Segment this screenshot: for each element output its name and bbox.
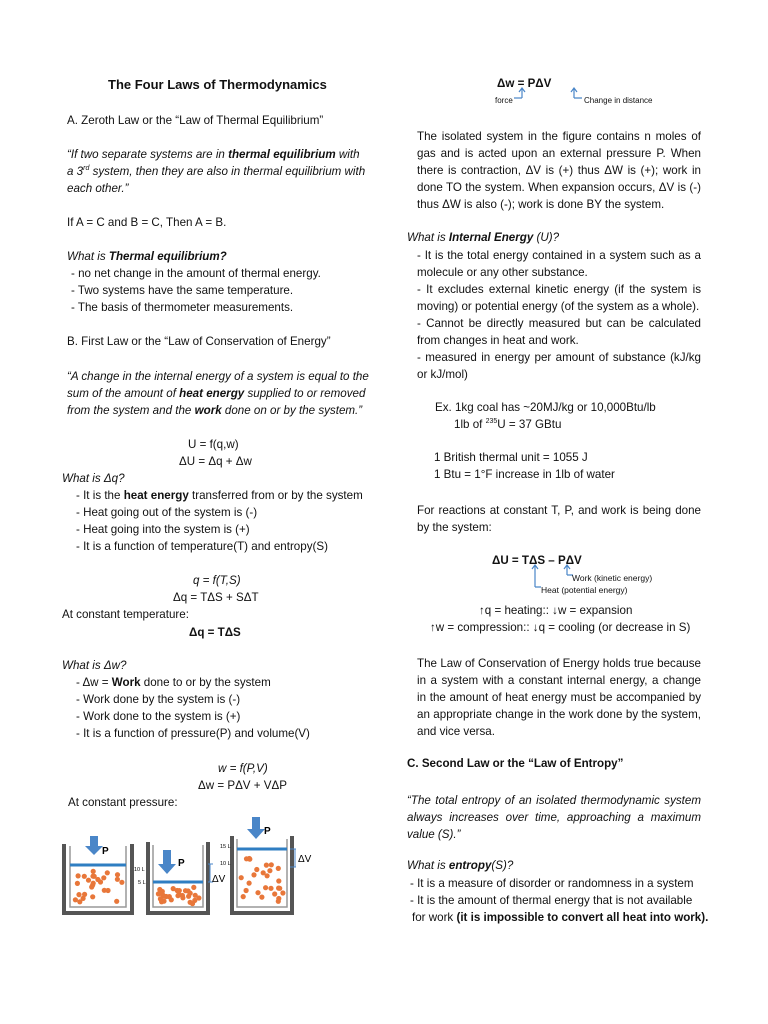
- gas-particle: [82, 874, 87, 879]
- gas-particle: [82, 892, 87, 897]
- gas-particle: [175, 893, 180, 898]
- gas-particles: [239, 856, 286, 904]
- heat-potential-label: Heat (potential energy): [541, 585, 628, 595]
- gas-particle: [105, 870, 110, 875]
- uranium-example: 1lb of $^{235}$U = 37 GBtu: [454, 418, 562, 431]
- gas-particle: [76, 892, 81, 897]
- zeroth-law-heading: A. Zeroth Law or the “Law of Thermal Equilibrium”: [67, 114, 324, 127]
- isolated-system-paragraph: The isolated system in the figure contains n moles of gas and is acted upon an external pressure P. When there is contraction, ΔV is (+) thus ΔW is (+); work in done TO the system. When expansion occurs, ΔV is (-) thus ΔW is also (-); work is done BY the system.: [417, 130, 701, 211]
- entropy-question: What is entropy(S)?: [407, 859, 514, 872]
- zeroth-law-quote-line2: a 3rd system, then they are also in thermal equilibrium with: [67, 165, 366, 178]
- gas-particle: [251, 872, 256, 877]
- dq-item: - Heat going into the system is (+): [76, 523, 250, 536]
- reactions-paragraph: For reactions at constant T, P, and work is being done by the system:: [417, 504, 701, 534]
- volume-mark-5: 5 L: [138, 880, 146, 886]
- volume-mark-15: 15 L: [220, 844, 231, 850]
- btu-increase: 1 Btu = 1°F increase in 1lb of water: [434, 468, 615, 481]
- piston-container-1: [64, 836, 132, 913]
- delta-v-label: ΔV: [212, 874, 226, 885]
- gas-particle: [193, 893, 198, 898]
- thermal-item: - no net change in the amount of thermal energy.: [71, 267, 321, 280]
- gas-particle: [247, 856, 252, 861]
- dw-item: - Work done to the system is (+): [76, 710, 241, 723]
- entropy-item: - It is the amount of thermal energy that is not available: [410, 894, 693, 907]
- gas-particle: [255, 890, 260, 895]
- pressure-label: P: [264, 826, 271, 837]
- entropy-item: for work (it is impossible to convert all heat into work).: [412, 911, 709, 924]
- work-kinetic-label: Work (kinetic energy): [572, 573, 653, 583]
- dw-question: What is Δw?: [62, 659, 127, 672]
- first-law-heading: B. First Law or the “Law of Conservation of Energy”: [67, 335, 331, 348]
- dw-item: - Work done by the system is (-): [76, 693, 241, 706]
- down-arrow-icon: [247, 817, 265, 839]
- gas-particle: [267, 868, 272, 873]
- gas-particle: [119, 880, 124, 885]
- piston-container-2: [134, 842, 226, 913]
- gas-particle: [276, 896, 281, 901]
- dw-annotation-arrows: [512, 86, 592, 102]
- gas-particle: [247, 881, 252, 886]
- dq-item: - Heat going out of the system is (-): [76, 506, 258, 519]
- equation-dq-tds: Δq = TΔS: [189, 626, 241, 639]
- gas-particle: [91, 869, 96, 874]
- gas-particles: [156, 885, 202, 907]
- internal-energy-item: - measured in energy per amount of substance (kJ/kg or kJ/mol): [417, 351, 701, 381]
- gas-particle: [280, 890, 285, 895]
- gas-particle: [277, 886, 282, 891]
- constant-temperature-label: At constant temperature:: [62, 608, 189, 621]
- pressure-label: P: [102, 846, 109, 857]
- gas-particle: [264, 863, 269, 868]
- relation-heating: ↑q = heating:: ↓w = expansion: [479, 604, 633, 617]
- internal-energy-question: What is Internal Energy (U)?: [407, 231, 560, 244]
- equation-w: w = f(P,V): [218, 762, 268, 775]
- gas-particle: [244, 888, 249, 893]
- down-arrow-icon: [85, 836, 103, 855]
- internal-energy-item: - Cannot be directly measured but can be calculated from changes in heat and work.: [417, 317, 701, 347]
- dq-item: - It is a function of temperature(T) and entropy(S): [76, 540, 328, 553]
- down-arrow-icon: [158, 850, 176, 874]
- gas-particle: [188, 900, 193, 905]
- gas-particle: [268, 886, 273, 891]
- volume-mark-10: 10 L: [220, 861, 231, 867]
- piston-figure: [60, 812, 320, 918]
- zeroth-law-rule: If A = C and B = C, Then A = B.: [67, 216, 227, 229]
- gas-particle: [86, 878, 91, 883]
- gas-particle: [92, 874, 97, 879]
- gas-particle: [276, 878, 281, 883]
- gas-particle: [239, 875, 244, 880]
- gas-particle: [102, 888, 107, 893]
- piston-container-3: [220, 817, 312, 913]
- zeroth-law-quote-line3: each other.”: [67, 182, 129, 195]
- relation-compression: ↑w = compression:: ↓q = cooling (or decrease in S): [430, 621, 691, 634]
- page-title: The Four Laws of Thermodynamics: [108, 77, 327, 92]
- gas-particle: [191, 885, 196, 890]
- gas-particle: [164, 894, 169, 899]
- equation-du: ΔU = Δq + Δw: [179, 455, 252, 468]
- gas-particle: [276, 866, 281, 871]
- gas-particle: [91, 881, 96, 886]
- dq-question: What is Δq?: [62, 472, 125, 485]
- constant-pressure-label: At constant pressure:: [68, 796, 178, 809]
- gas-particles: [73, 869, 125, 905]
- second-law-quote: “The total entropy of an isolated thermodynamic system always increases over time, approaching a maximum value (S).”: [407, 794, 701, 841]
- gas-particle: [241, 894, 246, 899]
- thermal-item: - Two systems have the same temperature.: [71, 284, 294, 297]
- equation-q: q = f(T,S): [193, 574, 241, 587]
- delta-v-label: ΔV: [298, 854, 312, 865]
- equation-dw-top: Δw = PΔV: [497, 77, 552, 90]
- volume-mark-10: 10 L: [134, 867, 145, 873]
- gas-particle: [254, 867, 259, 872]
- gas-particle: [259, 895, 264, 900]
- gas-particle: [101, 875, 106, 880]
- gas-particle: [188, 891, 193, 896]
- gas-particle: [114, 899, 119, 904]
- coal-example: Ex. 1kg coal has ~20MJ/kg or 10,000Btu/lb: [435, 401, 656, 414]
- equation-dw: Δw = PΔV + VΔP: [198, 779, 287, 792]
- thermal-equilibrium-question: What is Thermal equilibrium?: [67, 250, 227, 263]
- gas-particle: [90, 894, 95, 899]
- change-in-distance-label: Change in distance: [584, 96, 653, 105]
- force-label: force: [495, 96, 513, 105]
- gas-particle: [183, 888, 188, 893]
- gas-particle: [261, 870, 266, 875]
- gas-particle: [269, 862, 274, 867]
- pressure-label: P: [178, 858, 185, 869]
- gas-particle: [169, 897, 174, 902]
- gas-particle: [115, 877, 120, 882]
- first-law-quote-line3: from the system and the work done on or by the system.”: [67, 404, 363, 417]
- equation-u: U = f(q,w): [188, 438, 239, 451]
- conservation-paragraph: The Law of Conservation of Energy holds true because in a system with a constant internal energy, a change in the amount of heat energy must be accompanied by an appropriate change in the work done by the system, and vice versa.: [417, 657, 701, 738]
- thermal-item: - The basis of thermometer measurements.: [71, 301, 294, 314]
- gas-particle: [263, 885, 268, 890]
- gas-particle: [272, 891, 277, 896]
- gas-particle: [177, 888, 182, 893]
- first-law-quote-line2: sum of the amount of heat energy supplied to or removed: [67, 387, 366, 400]
- internal-energy-item: - It excludes external kinetic energy (if the system is moving) or potential energy (of the system as a whole).: [417, 283, 701, 313]
- second-law-heading: C. Second Law or the “Law of Entropy”: [407, 757, 624, 770]
- gas-particle: [98, 879, 103, 884]
- dq-item: - It is the heat energy transferred from or by the system: [76, 489, 363, 502]
- gas-particle: [171, 886, 176, 891]
- zeroth-law-quote-line1: “If two separate systems are in thermal equilibrium with: [67, 148, 360, 161]
- dw-item: - Δw = Work done to or by the system: [76, 676, 271, 689]
- gas-particle: [76, 873, 81, 878]
- gas-particle: [115, 872, 120, 877]
- equation-dq: Δq = TΔS + SΔT: [173, 591, 259, 604]
- internal-energy-item: - It is the total energy contained in a system such as a molecule or any other substance.: [417, 249, 701, 279]
- btu-definition: 1 British thermal unit = 1055 J: [434, 451, 588, 464]
- dw-item: - It is a function of pressure(P) and volume(V): [76, 727, 310, 740]
- gas-particle: [159, 899, 164, 904]
- gas-particle: [73, 897, 78, 902]
- equation-du-tds-pdv: ΔU = TΔS – PΔV: [492, 554, 582, 567]
- first-law-quote-line1: “A change in the internal energy of a system is equal to the: [67, 370, 369, 383]
- gas-particle: [75, 881, 80, 886]
- entropy-item: - It is a measure of disorder or randomness in a system: [410, 877, 694, 890]
